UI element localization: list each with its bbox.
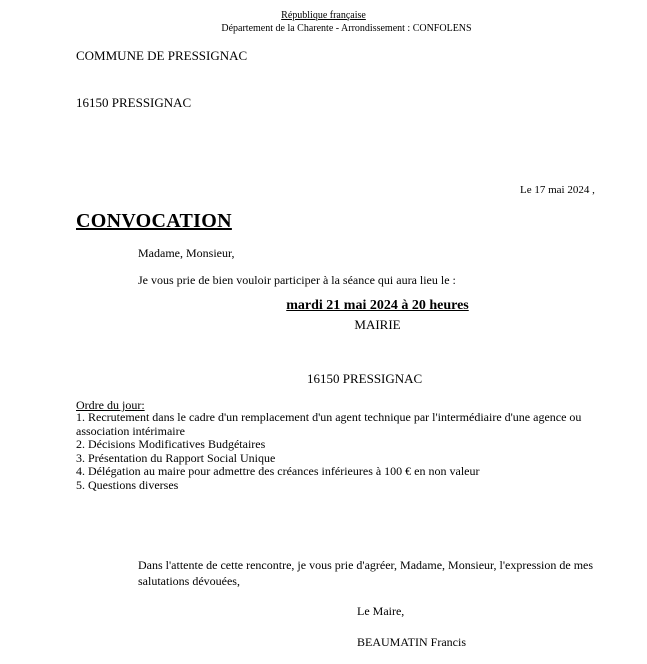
sender-commune: COMMUNE DE PRESSIGNAC <box>76 48 248 63</box>
agenda-item: 5. Questions diverses <box>76 477 179 492</box>
agenda-item: 4. Délégation au maire pour admettre des créances inférieures à 100 € en non valeur <box>76 464 480 478</box>
agenda-item: 2. Décisions Modificatives Budgétaires <box>76 437 266 451</box>
sender-postal: 16150 PRESSIGNAC <box>76 95 192 110</box>
intro-text: Je vous prie de bien vouloir participer à la séance qui aura lieu le : <box>138 273 456 287</box>
agenda-item: 1. Recrutement dans le cadre d'un remplacement d'un agent technique par l'intermédiaire d'une agence ou association intérimaire <box>76 410 582 438</box>
meeting-datetime: mardi 21 mai 2024 à 20 heures <box>286 298 469 313</box>
meeting-postal: 16150 PRESSIGNAC <box>307 371 423 386</box>
closing-text: Dans l'attente de cette rencontre, je vous prie d'agréer, Madame, Monsieur, l'expression de mes salutations dévouées, <box>138 558 594 588</box>
signature-role: Le Maire, <box>357 604 405 618</box>
republic-heading: République française <box>281 10 366 21</box>
meeting-place: MAIRIE <box>354 317 401 332</box>
document-title: CONVOCATION <box>76 210 232 232</box>
signature-name: BEAUMATIN Francis <box>357 635 466 649</box>
salutation: Madame, Monsieur, <box>138 246 235 260</box>
department-heading: Département de la Charente - Arrondissement : CONFOLENS <box>221 23 472 34</box>
agenda-list <box>76 411 596 492</box>
agenda-item: 3. Présentation du Rapport Social Unique <box>76 450 276 465</box>
agenda-label: Ordre du jour: <box>76 398 145 412</box>
letter-date: Le 17 mai 2024 , <box>520 184 595 196</box>
